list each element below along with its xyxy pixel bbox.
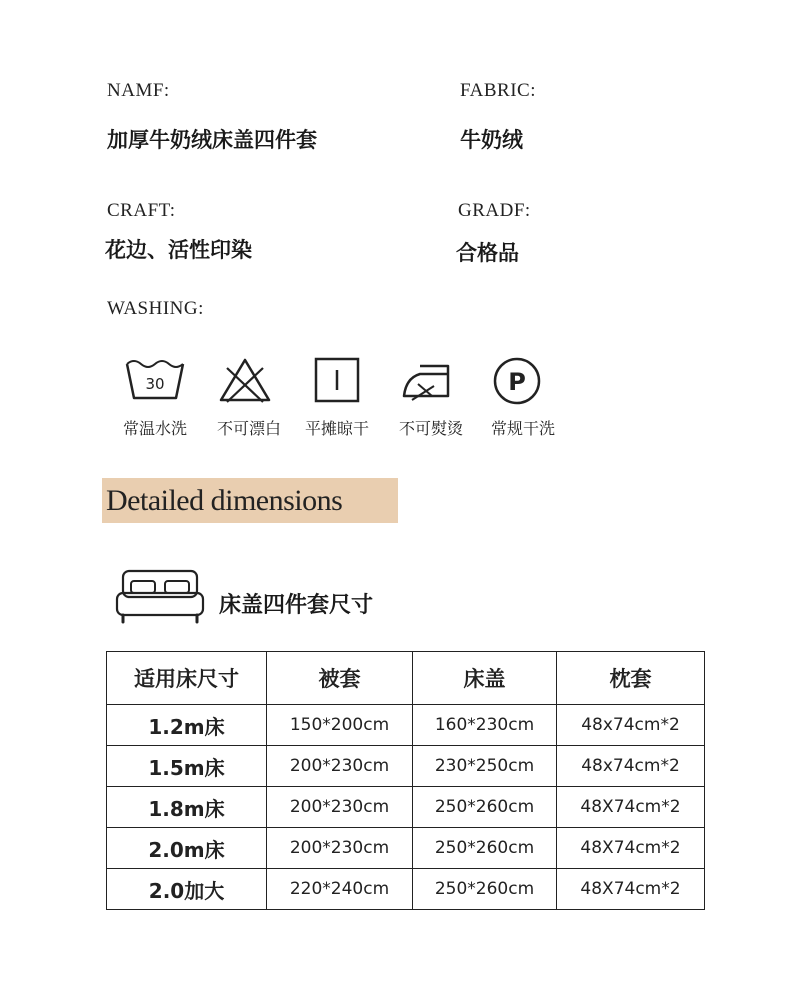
grade-value: 合格品 xyxy=(456,241,519,265)
care-item-dry-flat xyxy=(292,356,382,436)
name-label: NAMF: xyxy=(107,80,170,101)
duvet-cover-cell: 200*230cm xyxy=(267,746,413,787)
dimensions-banner: Detailed dimensions xyxy=(102,478,398,523)
bedspread-cell: 160*230cm xyxy=(413,705,557,746)
fabric-value: 牛奶绒 xyxy=(460,128,523,152)
pillowcase-cell: 48X74cm*2 xyxy=(557,869,705,910)
duvet-cover-cell: 150*200cm xyxy=(267,705,413,746)
bed-size-cell: 1.5m床 xyxy=(107,746,267,787)
dry-flat-icon xyxy=(313,356,361,404)
craft-label: CRAFT: xyxy=(107,200,176,221)
bed-size-cell: 1.2m床 xyxy=(107,705,267,746)
care-label-no-bleach: 不可漂白 xyxy=(216,419,281,438)
column-header: 床盖 xyxy=(413,652,557,705)
dry-clean-letter: P xyxy=(508,368,526,396)
table-row xyxy=(107,869,705,910)
bed-size-cell: 2.0加大 xyxy=(107,869,267,910)
table-row xyxy=(107,828,705,869)
no-bleach-icon xyxy=(217,356,273,404)
care-label-dry-flat: 平摊晾干 xyxy=(304,419,369,438)
table-row xyxy=(107,787,705,828)
bed-icon xyxy=(114,568,206,626)
care-item-no-bleach xyxy=(200,356,290,436)
pillowcase-cell: 48X74cm*2 xyxy=(557,828,705,869)
care-label-dry-clean: 常规干洗 xyxy=(490,419,555,438)
table-row xyxy=(107,746,705,787)
no-iron-icon xyxy=(398,356,456,404)
care-item-wash xyxy=(110,356,200,436)
care-item-dry-clean xyxy=(472,356,562,436)
grade-label: GRADF: xyxy=(458,200,531,221)
bed-size-cell: 2.0m床 xyxy=(107,828,267,869)
table-header-row xyxy=(107,652,705,705)
washing-label: WASHING: xyxy=(107,298,204,319)
craft-value: 花边、活性印染 xyxy=(105,238,252,262)
duvet-cover-cell: 220*240cm xyxy=(267,869,413,910)
fabric-label: FABRIC: xyxy=(460,80,537,101)
duvet-cover-cell: 200*230cm xyxy=(267,828,413,869)
care-label-wash: 常温水洗 xyxy=(122,419,187,438)
bedspread-cell: 250*260cm xyxy=(413,828,557,869)
name-value: 加厚牛奶绒床盖四件套 xyxy=(107,128,317,152)
dry-clean-p-icon xyxy=(491,356,543,406)
wash-30-icon xyxy=(124,356,186,402)
column-header: 被套 xyxy=(267,652,413,705)
pillowcase-cell: 48x74cm*2 xyxy=(557,746,705,787)
pillowcase-cell: 48X74cm*2 xyxy=(557,787,705,828)
table-row xyxy=(107,705,705,746)
bedspread-cell: 230*250cm xyxy=(413,746,557,787)
care-label-no-iron: 不可熨烫 xyxy=(398,419,463,438)
wash-temperature: 30 xyxy=(145,375,165,393)
column-header: 适用床尺寸 xyxy=(107,652,267,705)
bedspread-cell: 250*260cm xyxy=(413,869,557,910)
column-header: 枕套 xyxy=(557,652,705,705)
section-title: 床盖四件套尺寸 xyxy=(219,593,374,618)
duvet-cover-cell: 200*230cm xyxy=(267,787,413,828)
bedspread-cell: 250*260cm xyxy=(413,787,557,828)
care-item-no-iron xyxy=(382,356,472,436)
bed-size-cell: 1.8m床 xyxy=(107,787,267,828)
pillowcase-cell: 48x74cm*2 xyxy=(557,705,705,746)
size-table xyxy=(106,651,705,910)
